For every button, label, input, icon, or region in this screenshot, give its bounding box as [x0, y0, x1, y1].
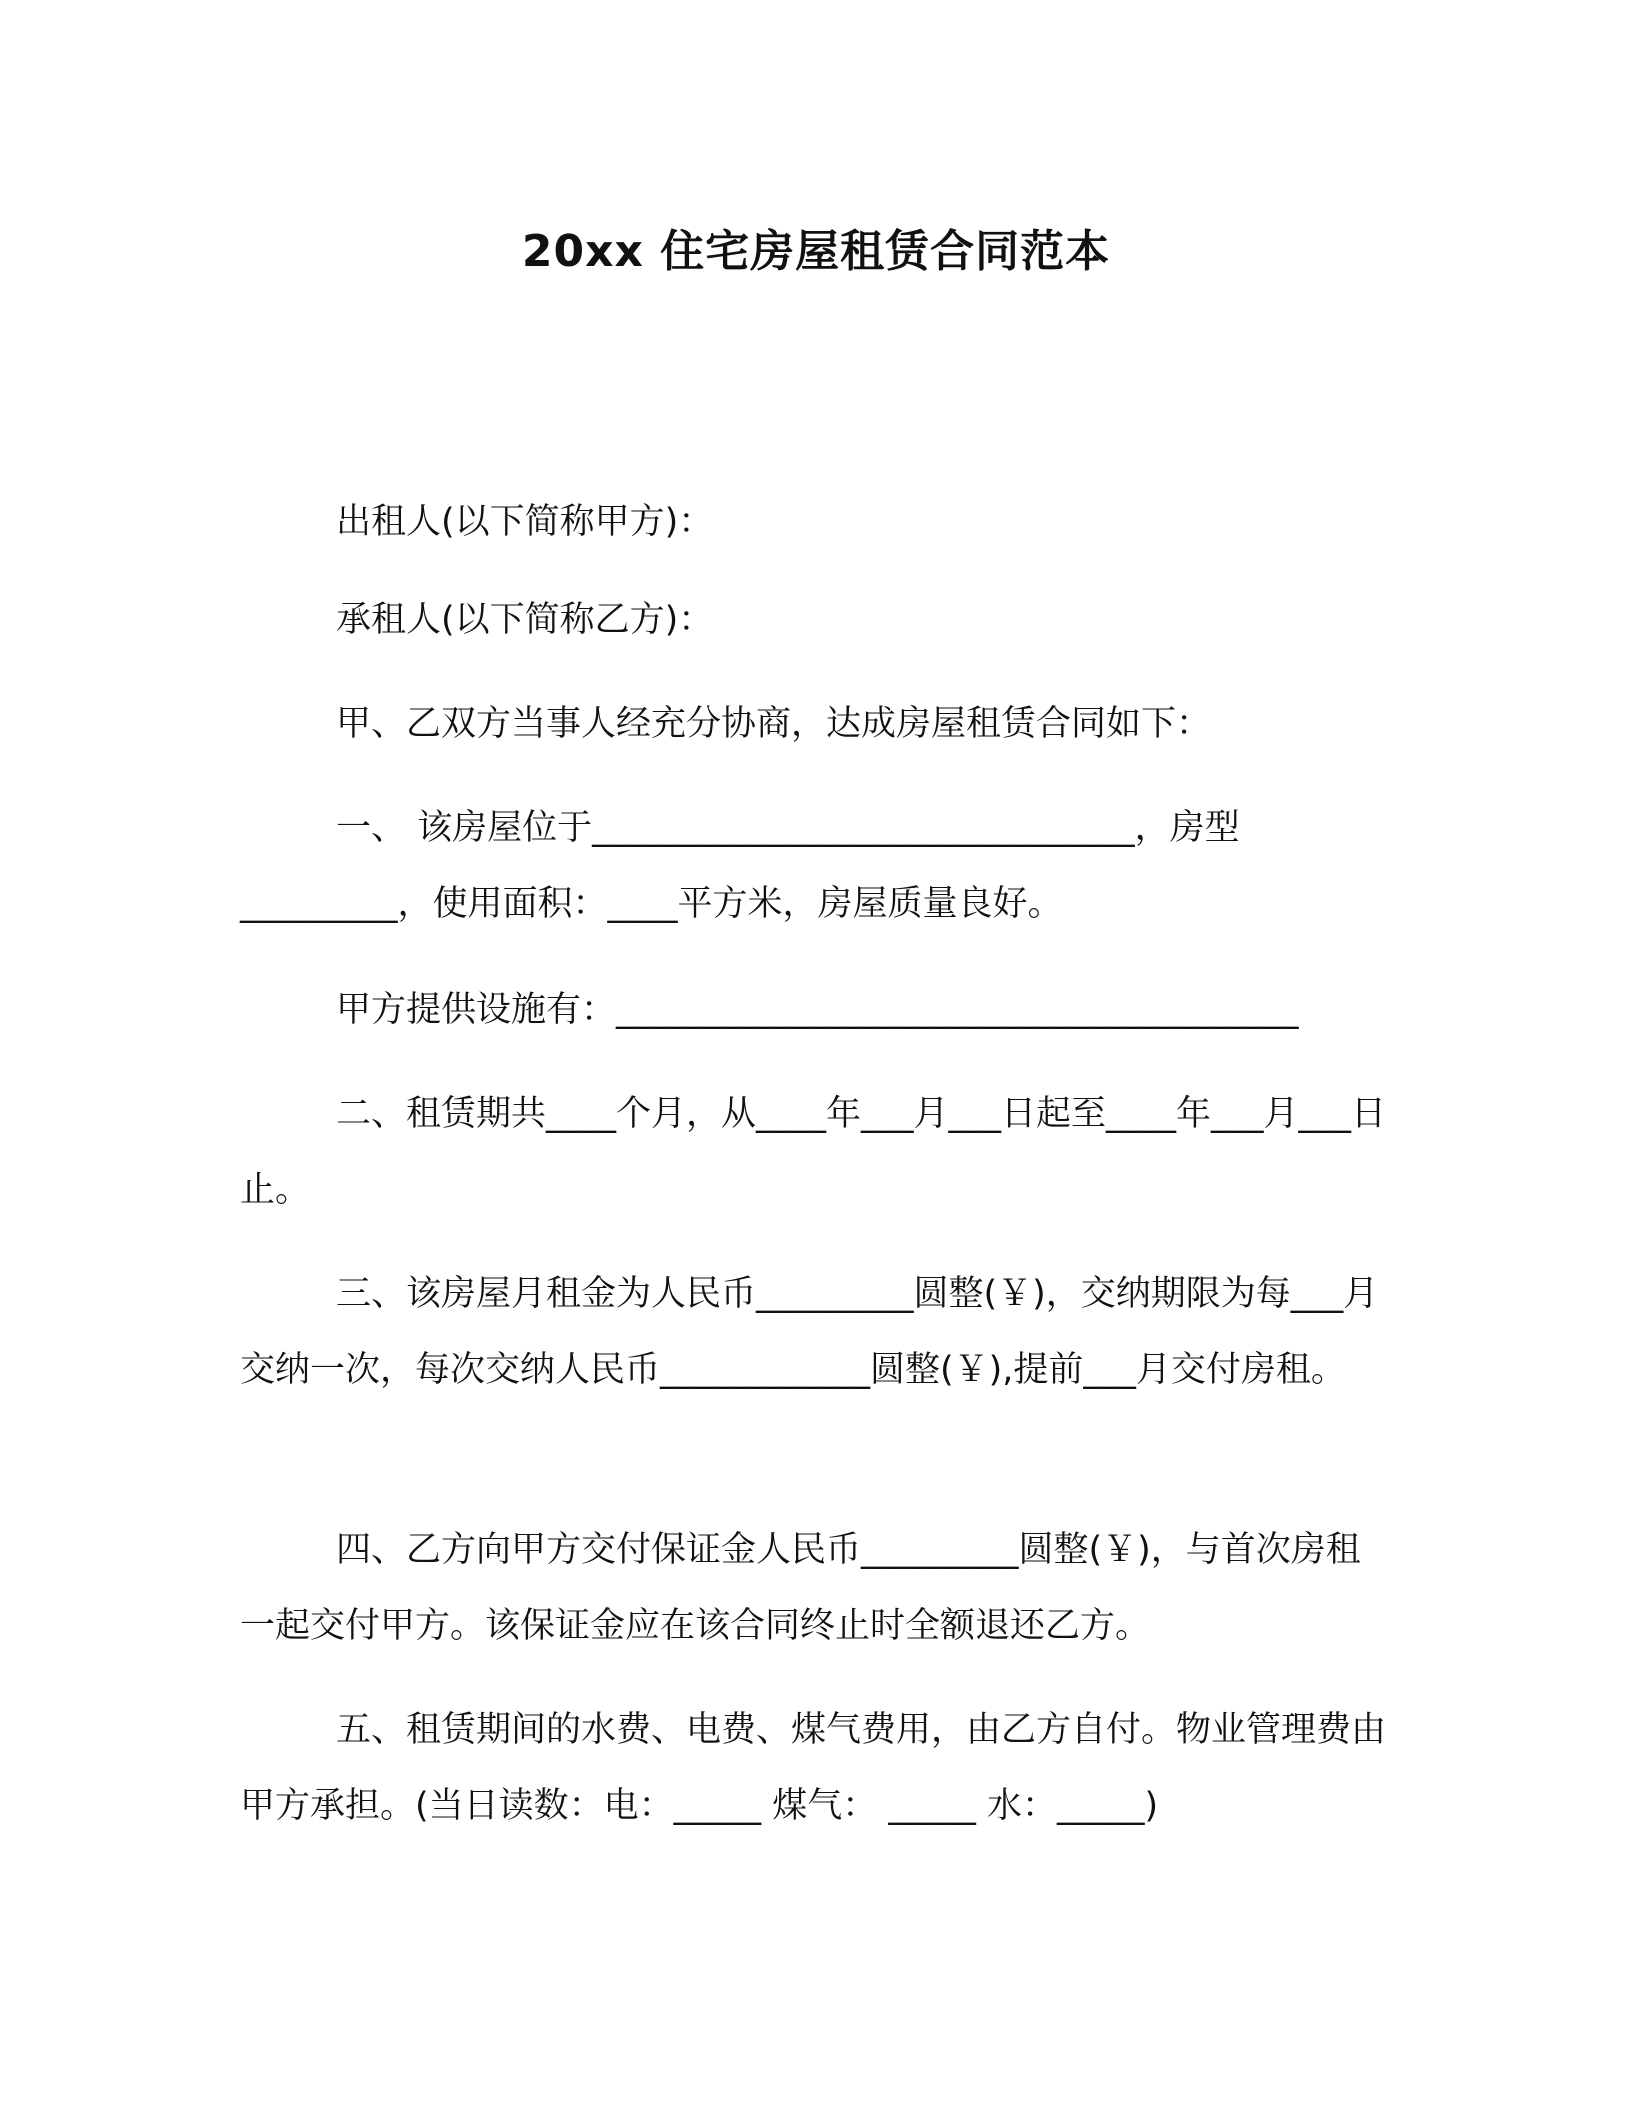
paragraph-clause-5-utilities: 五、租赁期间的水费、电费、煤气费用，由乙方自付。物业管理费由甲方承担。(当日读数：电：_____ 煤气： _____ 水：_____): [240, 1710, 1387, 1826]
document-title: 20xx 住宅房屋租赁合同范本: [521, 226, 1111, 277]
paragraph-lessor: 出租人(以下简称甲方)：: [336, 502, 714, 542]
paragraph-agreement-intro: 甲、乙双方当事人经充分协商，达成房屋租赁合同如下：: [336, 704, 1212, 744]
paragraph-clause-2-term: 二、租赁期共____个月，从____年___月___日起至____年___月___日止。: [240, 1094, 1387, 1210]
paragraph-facilities: 甲方提供设施有：_______________________________________: [336, 990, 1299, 1030]
paragraph-clause-4-deposit: 四、乙方向甲方交付保证金人民币_________圆整(￥)，与首次房租一起交付甲方。该保证金应在该合同终止时全额退还乙方。: [240, 1530, 1361, 1646]
paragraph-lessee: 承租人(以下简称乙方)：: [336, 600, 714, 640]
paragraph-clause-3-rent: 三、该房屋月租金为人民币_________圆整(￥)，交纳期限为每___月交纳一次，每次交纳人民币____________圆整(￥),提前___月交付房租。: [240, 1274, 1379, 1390]
paragraph-clause-1-location: 一、 该房屋位于_______________________________，房型_________，使用面积：____平方米，房屋质量良好。: [240, 808, 1240, 924]
